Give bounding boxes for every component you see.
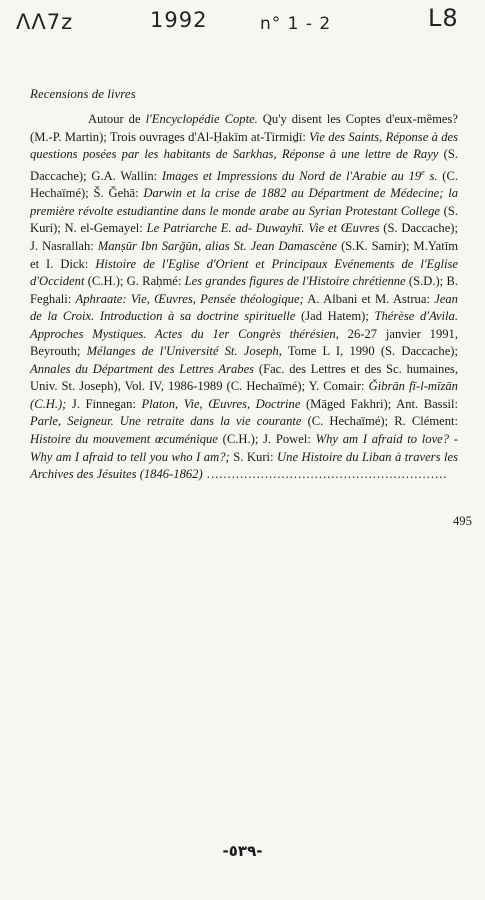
entry-title: Darwin et la crise de 1882 au Départment de Médecine; la première révolte estudiantine dans le monde arabe au Syrian Protestant College [30,186,459,218]
entry-text: (Māged Fakhri); Ant. Bassil: [300,396,458,411]
entry-title: Aphraate: Vie, Œuvres, Pensée théologique; [75,291,304,306]
entry-text: (S. Kuri); N. el-Gemayel: [30,203,458,236]
entry-text: A. Albani et M. Astrua: [303,291,435,306]
entry-title: Le Patriarche E. ad- Duwayhī. Vie et Œuvres [146,221,380,236]
entry-title: Annales du Départment des Lettres Arabes [30,361,255,376]
entry-text: (C. Hechaïmé); R. Clément: [301,414,458,429]
entry-title: Manṣūr Ibn Sarǧūn, alias St. Jean Damascène [97,239,338,254]
page-reference: 495 [453,514,472,528]
entry-title: Thérèse d'Avila. Approches Mystiques. Actes du 1er Congrès thérésien, [30,309,458,341]
entry-title: Histoire du mouvement œcuménique [30,432,218,447]
entry-text: 26-27 janvier 1991, Beyrouth; [30,326,458,359]
entry-title: Images et Impressions du Nord de l'Arabie au 19 [161,168,422,183]
handwritten-year: 1992 [150,8,208,32]
handwritten-note: ΛΛ7z [16,10,74,34]
entry-title: Why am I afraid to love? - Why am I afraid to tell you who I am?; [30,432,459,464]
toc-entry [30,111,458,484]
section-title: Recensions de livres [30,86,136,101]
handwritten-issue: n° 1 - 2 [260,14,332,34]
entry-text: (C.H.); G. Raḥmé: [84,274,185,289]
entry-text: (S.K. Samir); M.Yatīm et I. Dick: [30,239,458,271]
entry-text: (Fac. des Lettres et des Sc. humaines, Univ. St. Joseph), Vol. IV, 1986-1989 (C. Hechaïmé); Y. Comair: [30,361,458,394]
entry-text: (C.H.); J. Powel: [217,432,316,447]
entry-text: (Jad Hatem); [295,309,375,324]
entry-title: Une Histoire du Liban à travers les Archives des Jésuites (1846-1862) [30,449,458,482]
page-number: -٥٣٩- [222,842,263,860]
entry-text: (S.D.); B. Feghali: [30,274,458,306]
dot-leader: .......................................................... [202,467,448,482]
handwritten-code: L8 [428,4,459,32]
entry-superscript: e [421,167,425,177]
entry-title: Parle, Seigneur. Une retraite dans la vie courante [30,414,302,429]
entry-title: Vie des Saints, Réponse à des questions posées par les habitants de Sarkhas, Réponse à une lettre de Rayy [30,129,459,162]
entry-title: Histoire de l'Eglise d'Orient et Principaux Evénements de l'Eglise d'Occident [30,256,458,289]
entry-text: S. Kuri: [229,449,278,464]
entry-title: Mélanges de l'Université St. Joseph, [86,344,282,359]
entry-text: Autour de [88,112,146,126]
entry-title: Ǧibrān fī-l-mīzān (C.H.); [30,379,458,411]
entry-text: (S. Daccache); J. Nasrallah: [30,221,458,254]
entry-text: Qu'y disent les Coptes d'eux-mêmes? (M.-P. Martin); Trois ouvrages d'Al-Ḥakīm at-Tirmiḏī: [30,112,458,144]
entry-text: (S. Daccache); G.A. Wallin: [30,147,458,183]
entry-title: l'Encyclopédie Copte. [145,112,258,126]
entry-text: Tome L I, 1990 (S. Daccache); [281,344,458,359]
entry-title: Platon, Vie, Œuvres, Doctrine [141,396,301,411]
entry-title: Les grandes figures de l'Histoire chrétienne [184,274,406,289]
entry-title: s. [424,168,438,183]
entry-title: Jean de la Croix. Introduction à sa doctrine spirituelle [30,291,458,324]
entry-text: J. Finnegan: [66,396,142,411]
entry-text: (C. Hechaïmé); Š. Ǧehā: [30,168,459,201]
